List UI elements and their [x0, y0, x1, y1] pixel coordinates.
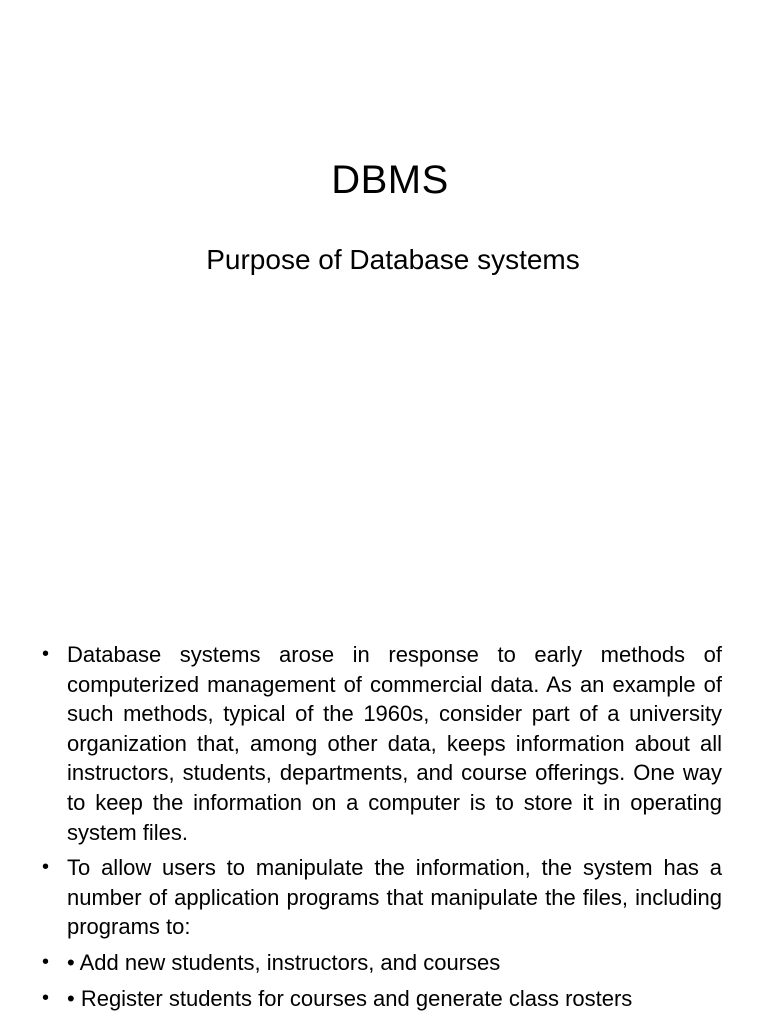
bullet-item	[42, 853, 722, 942]
bullet-dot-icon: •	[42, 856, 50, 879]
bullet-item	[42, 984, 722, 1014]
bullet-text: • Add new students, instructors, and courses	[67, 949, 501, 975]
bullet-text: To allow users to manipulate the information, the system has a number of application programs that manipulate the files, including programs to:	[67, 855, 722, 940]
bullet-list	[42, 640, 722, 1019]
bullet-text: • Register students for courses and generate class rosters	[67, 985, 633, 1011]
bullet-dot-icon: •	[42, 643, 50, 665]
bullet-dot-icon: •	[42, 950, 50, 973]
bullet-text: Database systems arose in response to early methods of computerized management of commercial data. As an example of such methods, typical of the 1960s, consider part of a university organization that, among other data, keeps information about all instructors, students, departments, and course offerings. One way to keep the information on a computer is to store it in operating system files.	[67, 642, 722, 845]
slide-title: DBMS	[331, 158, 449, 202]
slide-subtitle: Purpose of Database systems	[206, 244, 580, 275]
bullet-item	[42, 640, 722, 847]
bullet-dot-icon: •	[42, 986, 50, 1009]
bullet-item	[42, 948, 722, 978]
